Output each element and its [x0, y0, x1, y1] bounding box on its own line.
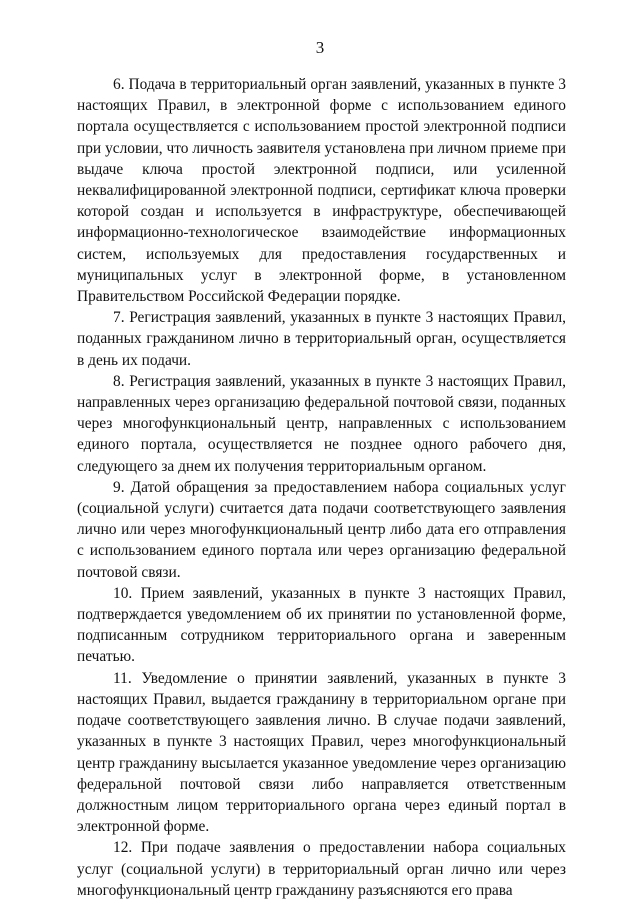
paragraph-7: 7. Регистрация заявлений, указанных в пункте 3 настоящих Правил, поданных гражданином лично в территориальный орган, осуществляется в день их подачи. [77, 309, 566, 369]
paragraph-11: 11. Уведомление о принятии заявлений, указанных в пункте 3 настоящих Правил, выдается гражданину в территориальном органе при подаче соответствующего заявления лично. В случае подачи заявлений, указанных в пункте 3 настоящих Правил, через многофункциональный центр гражданину высылается указанное уведомление через организацию федеральной почтовой связи либо направляется ответственным должностным лицом территориального органа через единый портал в электронной форме. [77, 669, 566, 836]
paragraph-6: 6. Подача в территориальный орган заявлений, указанных в пункте 3 настоящих Правил, в электронной форме с использованием единого портала осуществляется с использованием простой электронной подписи при условии, что личность заявителя установлена при личном приеме при выдаче ключа простой электронной подписи, или усиленной неквалифицированной электронной подписи, сертификат ключа проверки которой создан и используется в инфраструктуре, обеспечивающей информационно-технологическое взаимодействие информационных систем, используемых для предоставления государственных и муниципальных услуг в электронной форме, в установленном Правительством Российской Федерации порядке. [77, 76, 566, 306]
paragraph-10: 10. Прием заявлений, указанных в пункте 3 настоящих Правил, подтверждается уведомлением об их принятии по установленной форме, подписанным сотрудником территориального органа и заверенным печатью. [77, 584, 566, 666]
paragraph-12: 12. При подаче заявления о предоставлении набора социальных услуг (социальной услуги) в территориальный орган лично или через многофункциональный центр гражданину разъясняются его права [77, 839, 566, 899]
paragraph-9: 9. Датой обращения за предоставлением набора социальных услуг (социальной услуги) считается дата подачи соответствующего заявления лично или через многофункциональный центр либо дата его отправления с использованием единого портала или через организацию федеральной почтовой связи. [77, 478, 566, 581]
page-number: 3 [315, 38, 325, 57]
paragraph-8: 8. Регистрация заявлений, указанных в пункте 3 настоящих Правил, направленных через организацию федеральной почтовой связи, поданных через многофункциональный центр, направленных с использованием единого портала, осуществляется не позднее одного рабочего дня, следующего за днем их получения территориальным органом. [77, 372, 566, 475]
document-body [77, 74, 566, 901]
